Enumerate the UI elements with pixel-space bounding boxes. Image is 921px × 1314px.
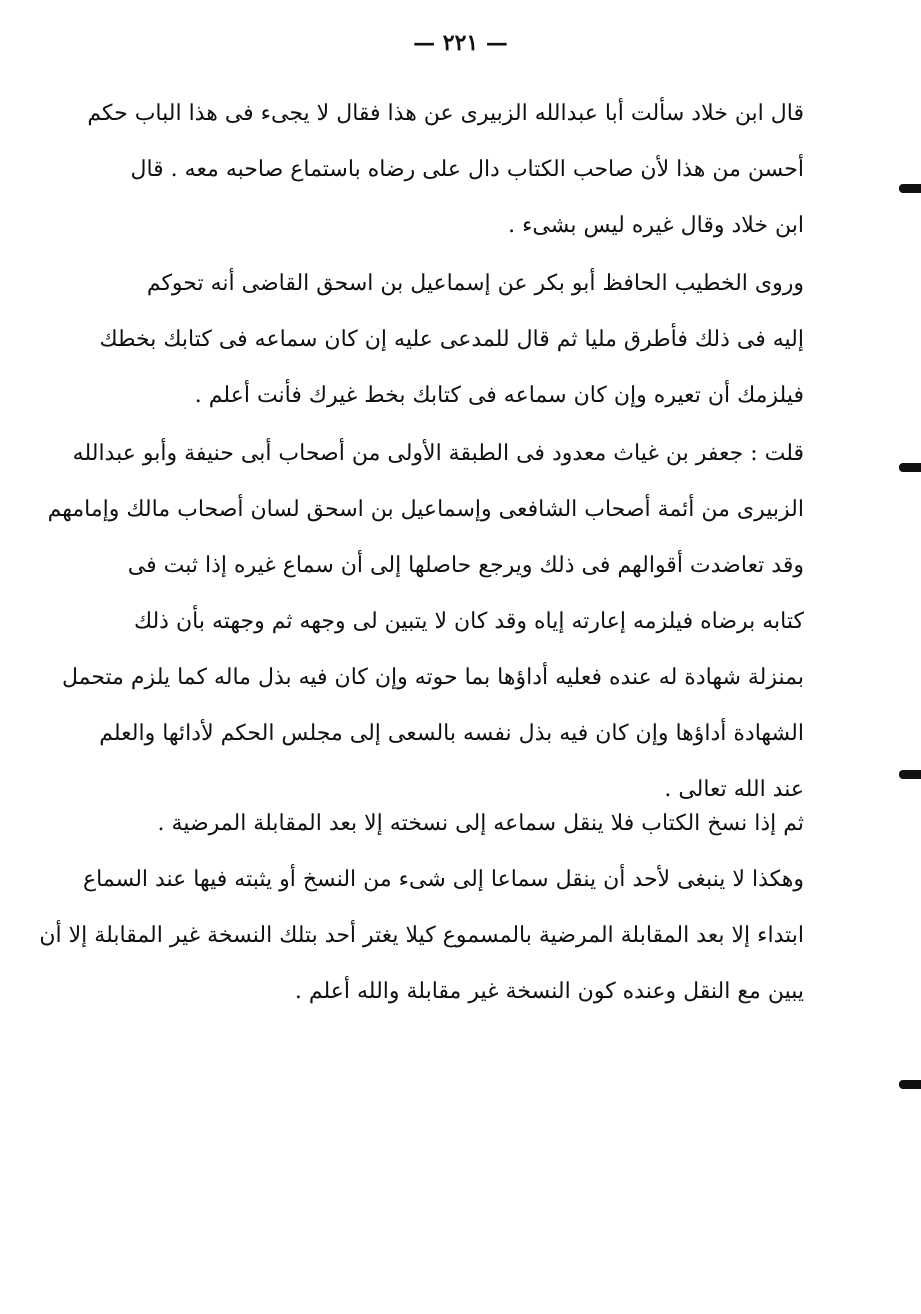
scan-edge-mark bbox=[899, 770, 921, 779]
scan-edge-mark bbox=[899, 184, 921, 193]
text-line: أحسن من هذا لأن صاحب الكتاب دال على رضاه باستماع صاحبه معه . قال bbox=[130, 157, 804, 182]
text-line: عند الله تعالى . bbox=[664, 777, 804, 802]
paragraph-1 bbox=[87, 86, 804, 254]
text-line: إليه فى ذلك فأطرق مليا ثم قال للمدعى عليه إن كان سماعه فى كتابك بخطك bbox=[99, 327, 804, 352]
text-line: قال ابن خلاد سألت أبا عبدالله الزبيرى عن هذا فقال لا يجىء فى هذا الباب حكم bbox=[87, 101, 804, 126]
text-line: كتابه برضاه فيلزمه إعارته إياه وقد كان لا يتبين لى وجهه ثم وجهته بأن ذلك bbox=[133, 609, 804, 634]
text-line: وروى الخطيب الحافظ أبو بكر عن إسماعيل بن اسحق القاضى أنه تحوكم bbox=[146, 271, 804, 296]
text-line: قلت : جعفر بن غياث معدود فى الطبقة الأولى من أصحاب أبى حنيفة وأبو عبدالله bbox=[72, 441, 804, 466]
paragraph-3 bbox=[47, 426, 804, 818]
text-line: بمنزلة شهادة له عنده فعليه أداؤها بما حوته وإن كان فيه بذل ماله كما يلزم متحمل bbox=[61, 665, 804, 690]
text-line: ثم إذا نسخ الكتاب فلا ينقل سماعه إلى نسخته إلا بعد المقابلة المرضية . bbox=[157, 811, 804, 836]
text-line: وهكذا لا ينبغى لأحد أن ينقل سماعا إلى شىء من النسخ أو يثبته فيها عند السماع bbox=[83, 867, 804, 892]
text-line: فيلزمك أن تعيره وإن كان سماعه فى كتابك بخط غيرك فأنت أعلم . bbox=[194, 383, 804, 408]
text-line: الشهادة أداؤها وإن كان فيه بذل نفسه بالسعى إلى مجلس الحكم لأدائها والعلم bbox=[99, 721, 804, 746]
text-line: يبين مع النقل وعنده كون النسخة غير مقابلة والله أعلم . bbox=[294, 979, 804, 1004]
scan-edge-mark bbox=[899, 463, 921, 472]
paragraph-2 bbox=[99, 256, 804, 424]
paragraph-4 bbox=[39, 796, 804, 1020]
text-line: ابتداء إلا بعد المقابلة المرضية بالمسموع كيلا يغتر أحد بتلك النسخة غير المقابلة إلا أن bbox=[39, 923, 804, 948]
text-line: الزبيرى من أئمة أصحاب الشافعى وإسماعيل بن اسحق لسان أصحاب مالك وإمامهم bbox=[47, 497, 804, 522]
text-line: ابن خلاد وقال غيره ليس بشىء . bbox=[508, 213, 804, 238]
text-line: وقد تعاضدت أقوالهم فى ذلك ويرجع حاصلها إلى أن سماع غيره إذا ثبت فى bbox=[127, 553, 804, 578]
page-number: — ٢٢١ — bbox=[413, 30, 508, 56]
scan-edge-mark bbox=[899, 1080, 921, 1089]
